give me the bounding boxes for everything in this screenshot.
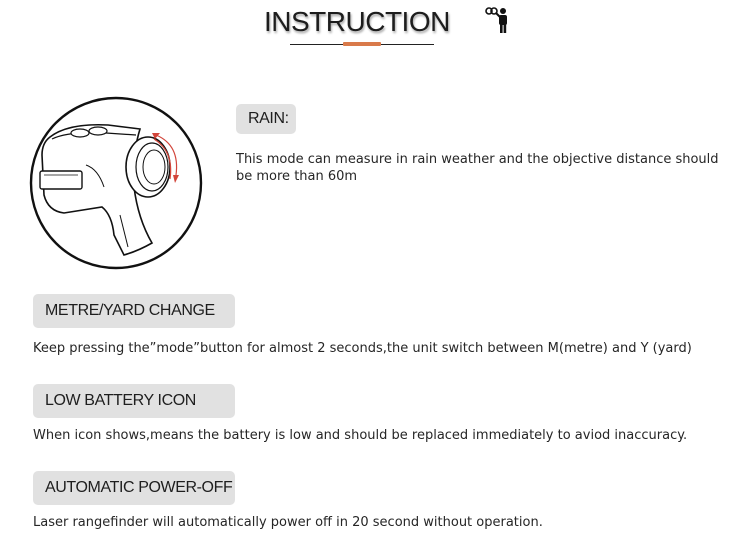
metre-yard-description: Keep pressing the”mode”button for almost 2 seconds,the unit switch between M(metre) and Y (yard) [33,341,692,356]
low-battery-label: LOW BATTERY ICON [33,384,235,418]
rain-description: This mode can measure in rain weather and the objective distance should be more than 60m [236,152,719,184]
page-title: INSTRUCTION [264,6,450,37]
rangefinder-device-illustration [28,95,204,271]
title-accent-bar [343,42,381,46]
rain-label: RAIN: [236,104,296,134]
power-off-label: AUTOMATIC POWER-OFF [33,471,235,505]
metre-yard-label: METRE/YARD CHANGE [33,294,235,328]
low-battery-description: When icon shows,means the battery is low and should be replaced immediately to aviod inaccuracy. [33,428,688,443]
power-off-description: Laser rangefinder will automatically power off in 20 second without operation. [33,515,543,530]
person-with-binoculars-icon [484,6,510,34]
